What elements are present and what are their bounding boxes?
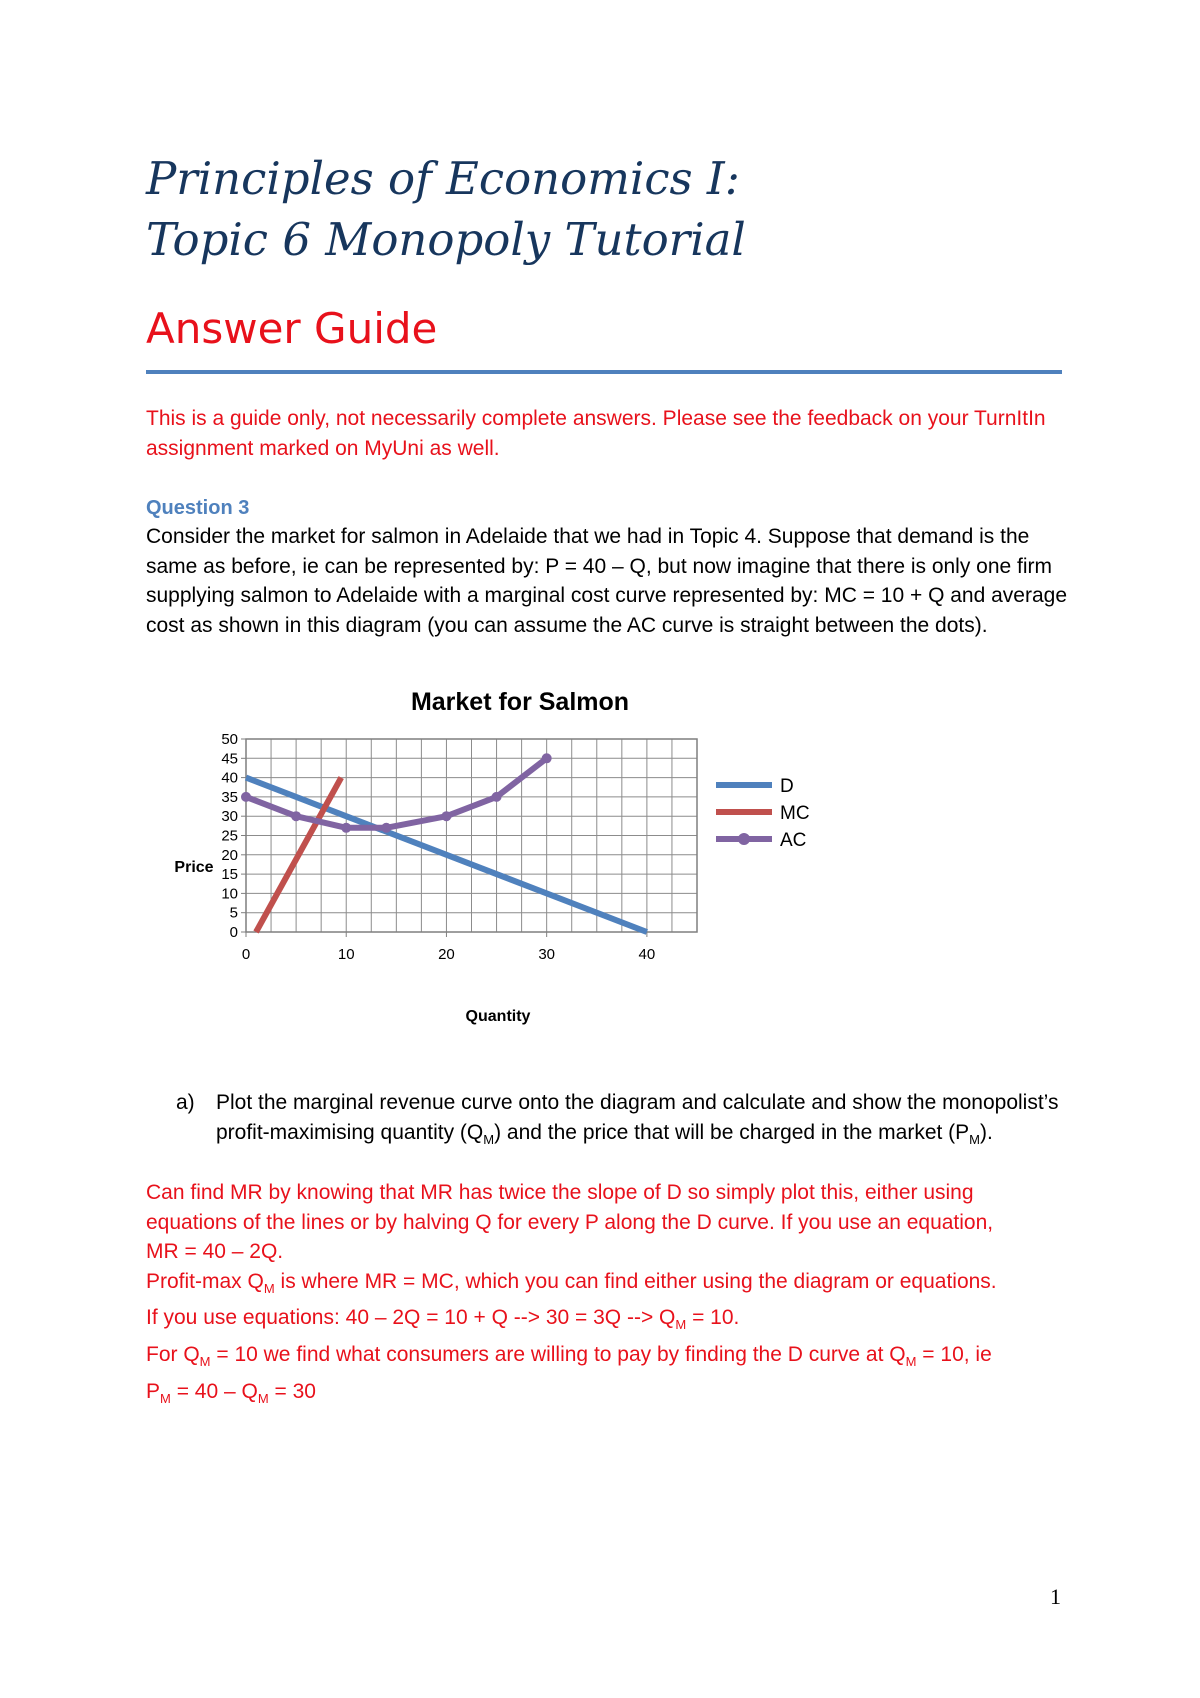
x-tick-label: 30 — [538, 946, 556, 963]
answer-text-segment: If you use equations: 40 – 2Q = 10 + Q --> 30 = 3Q --> Q — [146, 1306, 676, 1330]
chart-grid — [246, 739, 697, 932]
y-tick-label: 40 — [221, 769, 238, 787]
chart-title: Market for Salmon — [410, 688, 630, 716]
answer-text-segment: For Q — [146, 1342, 200, 1366]
subscript-m: M — [905, 1354, 917, 1370]
part-a-text-3: ). — [980, 1120, 993, 1144]
y-tick-label: 5 — [229, 904, 238, 922]
answer-line-2: equations of the lines or by halving Q for every P along the D curve. If you use an equation, — [146, 1210, 994, 1234]
y-tick-label: 20 — [221, 846, 238, 864]
series-ac-point — [291, 811, 301, 821]
legend-label-d: D — [780, 776, 794, 797]
legend-marker-ac — [738, 833, 750, 845]
x-tick-label: 20 — [438, 946, 455, 963]
series-ac-point — [381, 823, 391, 833]
answer-guide-heading: Answer Guide — [146, 304, 438, 353]
legend-label-mc: MC — [780, 803, 810, 824]
series-ac-point — [341, 823, 351, 833]
answer-text-segment: = 10, ie — [916, 1342, 992, 1366]
x-axis-label: Quantity — [465, 1008, 531, 1025]
answer-text-segment: = 10. — [686, 1306, 740, 1330]
legend-label-ac: AC — [780, 830, 807, 851]
page-number: 1 — [1050, 1584, 1061, 1609]
y-tick-label: 25 — [221, 827, 238, 845]
subscript-m: M — [483, 1131, 495, 1147]
y-tick-label: 10 — [221, 885, 238, 903]
subscript-m: M — [263, 1280, 275, 1296]
answer-line-5 — [146, 1303, 1076, 1340]
chart-series — [241, 753, 647, 932]
subscript-m: M — [675, 1317, 687, 1333]
answer-text-segment: P — [146, 1379, 161, 1403]
answer-line-7 — [146, 1377, 1076, 1414]
part-a-text-1: Plot the marginal revenue curve onto the diagram and calculate and show the monopolist’s profit-maximising quantity (Q — [216, 1091, 1059, 1144]
title-line-1: Principles of Economics I: — [146, 152, 740, 205]
answer-line-1: Can find MR by knowing that MR has twice the slope of D so simply plot this, either using — [146, 1181, 974, 1204]
answer-text-segment: = 30 — [268, 1379, 316, 1403]
part-a-marker: a) — [176, 1091, 195, 1114]
question-text: Consider the market for salmon in Adelaide that we had in Topic 4. Suppose that demand is the same as before, ie can be represented by: P = 40 – Q, but now imagine that there is only one firm supplying salmon to Adelaide with a marginal cost curve represented by: MC = 10 + Q and average cost as shown in this diagram (you can assume the AC curve is straight between the dots). — [146, 525, 1068, 637]
market-for-salmon-chart — [150, 680, 910, 1060]
y-axis-label: Price — [174, 859, 214, 876]
x-tick-label: 0 — [241, 946, 251, 963]
subscript-m: M — [199, 1354, 211, 1370]
subscript-m: M — [969, 1131, 981, 1147]
answer-text-segment: is where MR = MC, which you can find either using the diagram or equations. — [274, 1269, 997, 1293]
series-ac-point — [492, 792, 502, 802]
answer-text-segment: = 10 we find what consumers are willing to pay by finding the D curve at Q — [210, 1342, 906, 1366]
heading-divider — [146, 370, 1062, 374]
answer-text-segment: Profit-max Q — [146, 1269, 264, 1293]
subscript-m: M — [160, 1390, 171, 1406]
subscript-m: M — [257, 1390, 269, 1406]
series-ac-point — [241, 792, 251, 802]
part-a-text-2: ) and the price that will be charged in the market (P — [494, 1120, 970, 1144]
chart-legend — [716, 776, 810, 851]
y-tick-label: 35 — [221, 788, 238, 806]
chart-axes — [221, 731, 697, 963]
disclaimer-text: This is a guide only, not necessarily complete answers. Please see the feedback on your TurnItIn assignment marked on MyUni as well. — [146, 407, 1046, 460]
y-tick-label: 30 — [221, 808, 238, 826]
part-a-text — [216, 1088, 1096, 1154]
y-tick-label: 50 — [221, 731, 238, 748]
answer-line-4 — [146, 1267, 1076, 1304]
y-tick-label: 0 — [229, 924, 238, 941]
x-tick-label: 10 — [337, 946, 355, 963]
y-tick-label: 15 — [221, 866, 238, 884]
answer-text-segment: = 40 – Q — [170, 1379, 258, 1403]
answer-line-6 — [146, 1340, 1076, 1377]
y-tick-label: 45 — [221, 750, 238, 768]
x-tick-label: 40 — [638, 946, 656, 963]
title-line-2: Topic 6 Monopoly Tutorial — [146, 213, 746, 266]
series-ac-point — [542, 753, 552, 763]
answer-text — [146, 1178, 1076, 1413]
series-ac-point — [441, 811, 451, 821]
question-heading: Question 3 — [146, 497, 250, 519]
answer-line-3: MR = 40 – 2Q. — [146, 1240, 284, 1263]
